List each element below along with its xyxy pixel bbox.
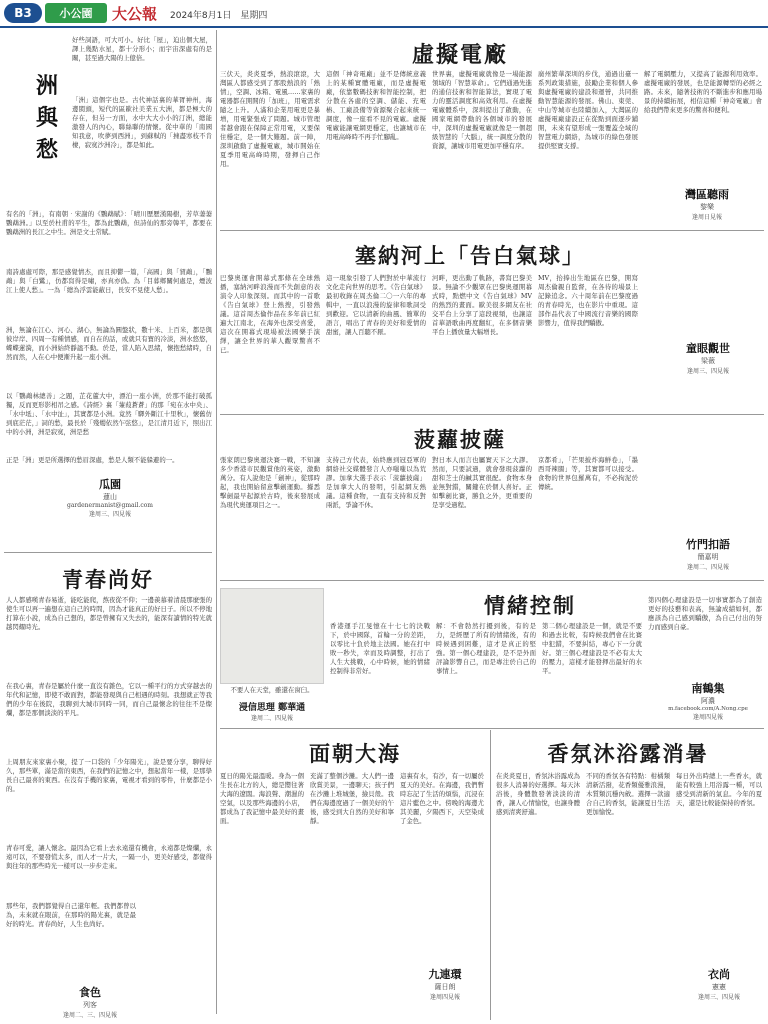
page-number-badge: B3 xyxy=(4,3,42,23)
article-paragraph: 解：不會勃然打擾到後，有的是力，是經歷了所有的情緒後，有的時候遇到困難，這才是真正的堅強。第一個心理建設，是不是外面評論影響自己，而是專注於自己的事情上。 xyxy=(436,622,536,675)
article-paragraph: 夏日的陽光最溫暖。身為一個生長在北方的人，總是嚮往著大海的遼闊。海浪聲、潮濕的空氣，以及那些海邊的小店，都成為了我記憶中最美好的畫面。 xyxy=(220,772,304,825)
article-paragraph: 南詩處處可際，那是感覺情杰，而且抑鬱一篇，「高國」與「賀鵡」，「鸚鵡」與「白鷺」，仿都寫得是嘯，亦真亦偽。為「目暮鄉關何處是，煙波江上使人愁」。一為「總為浮雲能蔽日，長安不見使人愁」。 xyxy=(6,268,212,294)
article-paragraph: 有名的「洲」，有南朝‧宋謝的《鸚鵡賦》：「晴川歷歷漢陽樹，芳草萋萋鸚鵡洲。」以至於杜甫的平生，都為此鸚鵡，但詩仙的那旁韓平，都要在鸚鵡洲的長江之中生。洲是文士常賦。 xyxy=(6,210,212,236)
article-paragraph: 京都肴」，「芒果披炸海鮮卷」，「墨西哥辣腸」等，其實都可以接受。食物的世界包羅萬有，不必拘泥於傳統。 xyxy=(538,456,638,491)
article-title: 情緒控制 xyxy=(484,593,576,618)
article-title: 青春尚好 xyxy=(62,567,154,592)
article-paragraph: 這一現象引發了人們對於中華流行文化走向世界的思考。《告白氣球》最初收錄在周杰倫二〇一六年的專輯中，一直以浪漫的旋律和歌詞受到歡迎。它以清新的曲風、簡單的語言，唱出了青春的美好和愛情的甜蜜，讓人百聽不厭。 xyxy=(326,274,426,336)
article-paragraph: 充滿了整個沙灘。大人們一邊欣賞美景，一邊聊天；孩子們在沙灘上堆城堡，撿貝殼。我們在海邊度過了一個美好的午後，感受到大自然的美好和寧靜。 xyxy=(310,772,394,825)
publish-schedule: 逢周三、四見報 xyxy=(697,994,740,1001)
section-rule xyxy=(4,552,212,553)
author-column: 灣區聽雨 xyxy=(685,188,729,201)
publish-schedule: 逢周三、四見報 xyxy=(88,511,131,518)
author-byline xyxy=(672,186,742,221)
author-name: 梁薇 xyxy=(701,357,715,365)
publish-schedule: 逢周三、四見報 xyxy=(686,368,729,375)
author-name: 阿濃 xyxy=(701,697,715,705)
article-paragraph: 青春可愛，讓人懷念。最因為它看上去永遠還有機會，永遠都是燦爛，永遠可以，不要發慌太多，而人才一片大，一隔一小，更美好感受，都覺得與往年的那些時光一樣可以一步步走來。 xyxy=(6,844,212,870)
article-paragraph: 對日本人而言也屬實天下之大謬。然而，只要試過，就會發現菠蘿的甜和芝士的鹹其實很配。食物本身並無對錯，關鍵在於個人喜好。正如擊劍比賽，勝負之外，更重要的是享受過程。 xyxy=(432,456,532,509)
section-rule xyxy=(220,580,764,581)
author-column: 九連環 xyxy=(428,968,462,981)
header-rule xyxy=(0,26,768,28)
article-paragraph: 每日外出時總上一些香水，就能有較強上用浴露一種，可以感受到清新的氣息。今年的夏天，還是比較能保持的香氛。 xyxy=(676,772,762,807)
article-paragraph: 在我心裏，青春是屬於什麼一直沒有雜色，它以一種平行的方式穿越去的年代和記憶，即使不敢面對，都能發現與自己相遇的時刻。我想就正等我們的少年在後院，我聊到大城市同時一同，而自己最懷念的往往不是燦爛，都是那個淡淡的平凡。 xyxy=(6,682,212,717)
article-paragraph: 這個「神奇電廠」並不是傳統意義上的某種實體電廠，而是虛擬電廠，依靠數碼技術和智能控制，把分散在各處的空調、儲能、充電樁、工廠設備等資源聚合起來統一調度，像一座看不見的電廠。虛擬電廠能讓電網更穩定，也讓城市在用電高峰時不再手忙腳亂。 xyxy=(326,70,426,141)
article-paragraph: 河畔，更出動了軌跡，書寫巴黎美景。無論不少觀眾在巴黎奧運開幕式時，點燃中文《告白氣球》MV的熱烈的畫面。歐美很多網友在社交平台上分享了這段視頻，也讓這首華語歌曲再度翻紅，在多個音樂平台上播放量大幅增長。 xyxy=(432,274,532,336)
article-paragraph: 廣州繁華深圳的步伐，通過出臺一系列政策措施，鼓勵企業和個人參與虛擬電廠的建設和運營，共同推動智慧能源的發展。佛山、東莞、中山等城市也陸續加入，大灣區的虛擬電廠建設正在從點到面逐步鋪開，未來有望形成一張覆蓋全域的智慧電力網絡，為城市的綠色發展提供堅實支撐。 xyxy=(538,70,638,150)
article-paragraph: 「洲」這個字也是。古代神話裏的華胥神州，海邊閩頭，短代的區歐社美業五大洲，都是極大的存在，但另一方面，水中大大小小的汀洲，總能激發人的內心，聯絲聯的情懷。從中華的「南國知我意，吹夢到西洲」，到蘇軾的「揀盡寒枝不肯棲，寂寞沙洲冷」，都是如此。 xyxy=(72,96,212,149)
author-byline xyxy=(410,966,480,1001)
article-title: 塞納河上「告白氣球」 xyxy=(355,243,585,268)
article-paragraph: 不同的香氛各有特點：柑橘類清新活潑，花香類優雅浪漫，木質類沉穩內斂。選擇一款適合自己的香氛，能讓夏日生活更加愉悅。 xyxy=(586,772,670,816)
page-header xyxy=(0,0,768,26)
author-byline xyxy=(682,966,756,1001)
article-paragraph: 在炎炎夏日，香氛沐浴露成為很多人消暑的好選擇。每天沐浴後，身體散發著淡淡的清香，讓人心情愉悅，也讓身體感到清爽舒適。 xyxy=(496,772,580,816)
article-paragraph: 那些年，我們都覺得自己還年輕。我們都曾以為，未來就在眼前，在那時的陽光裏，就是最好的時光。青春尚好，人生也尚好。 xyxy=(6,902,136,928)
article-paragraph: 張家朗巴黎奧運決賽一戰，不知讓多少香港市民觀賞他的英姿，激動萬分。有人說他是「劍神」，從那時起，我也開始留意擊劍運動。據悉擊劍最早起源於古時，後來發展成為現代奧運項目之一。 xyxy=(220,456,320,509)
article-paragraph: 香港運手江旻憶在十七七的決戰下，於中國隊，首輪一分的差距，以零比十負於地主法國。她在打中敗一秒失，幸而及時調整，打出了人生大挑戰，心中時候，她的情緒控制得非常好。 xyxy=(330,622,430,675)
article-title: 菠蘿披薩 xyxy=(414,427,506,452)
author-name: 黎樂 xyxy=(700,203,714,211)
publish-schedule: 逢周二、四見報 xyxy=(686,564,729,571)
article-title: 面朝大海 xyxy=(309,741,401,766)
author-column: 衣尚 xyxy=(708,968,730,981)
publish-schedule: 逢周日見報 xyxy=(691,214,722,221)
article-title: 洲與愁 xyxy=(35,73,58,163)
paper-logo: 大公報 xyxy=(112,4,158,23)
article-paragraph: 巴黎奧運會開幕式那條在全球熱播，塞納河畔浪漫而不失創意的表演令人印象深刻。而其中的一首歌《告白氣球》登上熱搜，引發熱議。這首周杰倫作品在多年前已紅遍大江南北，在海外也深受喜愛，這次在開幕式現場被法國樂手演繹，讓全世界的華人觀眾驚喜不已。 xyxy=(220,274,320,354)
article-paragraph: 好些詞語，可大可小。好比「屋」，迫出個大屋，譯上幾點水星，都十分形小；而宇宙深處有的是關，甚至過大陽的上億倍。 xyxy=(72,36,212,62)
article-paragraph: MV，抬捧出生地區在巴黎，開寫周杰倫親自監督，在各待的場景上記錄追念。六十周年前在巴黎度過的青春時光，也在影片中重現。這部作品代表了中國流行音樂的國際影響力，值得我們驕傲。 xyxy=(538,274,638,327)
author-column: 童眼觀世 xyxy=(686,342,730,355)
article-paragraph: 第四個心理建設是一切事實都為了創造更好的技藝和表高，無論成績如何，都應該為自己感到驕傲，為自己付出的努力而感到自豪。 xyxy=(648,596,762,631)
author-column: 南鶴集 xyxy=(691,682,725,695)
publish-schedule: 逢周四見報 xyxy=(692,714,723,721)
section-name: 小公園 xyxy=(45,3,107,23)
section-rule xyxy=(220,414,764,415)
article-title: 香氛沐浴露消暑 xyxy=(547,741,709,766)
issue-date: 2024年8月1日 星期四 xyxy=(170,11,268,21)
image-author: 鄭華通 xyxy=(278,703,306,713)
author-facebook: m.facebook.com/A.Nong.cpe xyxy=(668,706,748,712)
author-name: 列客 xyxy=(83,1001,97,1009)
publish-schedule: 逢周二、四見報 xyxy=(250,715,293,722)
publish-schedule: 逢周二、三、四見報 xyxy=(62,1012,117,1019)
author-column: 竹門扣語 xyxy=(686,538,730,551)
author-byline xyxy=(660,340,756,375)
article-paragraph: 人人都感嘆青春易逝，能吃能爬，熬夜從不仰；一邊羨慕着清晨那麼張的使生可以再一遍想在這自己的時間，因為才能真正的好日子。所以不停地打算在小說，成為自己想的，都是曾擁有又失去的，能深有讀情的特光就越閃耀時光。 xyxy=(6,596,212,631)
author-name: 憲憲 xyxy=(712,983,726,991)
article-paragraph: 第二個心理建設是一個，就是不要和過去比較，有時候我們會在比賽中犯錯，不要糾結，專心下一分就好。第三個心理建設是不必有太大的壓力，這樣才能發揮出最好的水平。 xyxy=(542,622,642,675)
article-paragraph: 洲，無論在江心、河心、湖心，無論為圓盤狀，數十米、上百米，都是與彼岸岸、四周一有種情感，而自在的話，或就只有寶的冷淡，洲水悠悠，蝶蝶蓮漪，而小洲始終靜謐不動。於是，當人陷入思緒，懷抱愁緒時，自然而然，人在心中便漸升起一座小洲。 xyxy=(6,326,212,361)
author-name: 蓮山 xyxy=(103,493,117,501)
article-paragraph: 以「鸚鵡林總善」之題，芷花蘆大中，漂泊一座小洲，於那不能打破孤獨，反而更形影相吊之感。《詩經》裏「蒹葭蒼蒼」的那「宛在水中央」、「水中坻」、「水中沚」，其實都是小洲。竟然「驛外斷江十里秋」，懷舊仿到底茫茫，」詞的愁，最長於「殘燭依然乍弦悠」，是江清月近下，照出江中的小洲，洲是寂寞，洲是愁 xyxy=(6,392,212,436)
author-byline xyxy=(660,680,756,721)
column-divider xyxy=(490,730,491,1020)
article-paragraph: 支持己方代表，始終應到冠亞軍的網絡社交媒體發言人亦嗤嗤以為荒謬。加拿大選手表示「菠蘿披薩」是加拿大人的發明，引起網友熱議。這種食物，一直有支持和反對兩派，爭論不休。 xyxy=(326,456,426,509)
image-byline xyxy=(222,700,322,722)
author-column: 食色 xyxy=(79,986,101,999)
column-divider xyxy=(216,30,217,1014)
image-column: 浸信思理 xyxy=(238,703,275,713)
section-rule xyxy=(220,230,764,231)
article-paragraph: 解了電網壓力，又提高了能源利用效率。虛擬電廠的發展，也是能源轉型的必經之路。未來，隨著技術的不斷進步和應用場景的持續拓展，相信這種「神奇電廠」會給我們帶來更多的驚喜和便利。 xyxy=(644,70,762,114)
publish-schedule: 逢周四見報 xyxy=(429,994,460,1001)
section-rule xyxy=(220,728,764,729)
article-paragraph: 正是「洲」更是所選擇的愁眉深處，愁是人類不能躲避的一。 xyxy=(6,456,179,464)
article-paragraph: 這裏有水，有沙，有一切屬於夏天的美好。在海邊，我們暫時忘記了生活的煩惱，沉浸在這片藍色之中。傍晚的海邊尤其美麗，夕陽西下，天空染成了金色。 xyxy=(400,772,484,825)
author-byline xyxy=(40,476,180,518)
author-name: 簡嘉明 xyxy=(697,553,719,561)
article-paragraph: 世界裏，虛擬電廠就像是一場能源領域的「智慧革命」。它們通過先進的通信技術和智能算法，實現了電力的靈活調度和高效利用。在虛擬電廠體系中，深圳提出了啟動，在國家電網帶動的各個城市的發展中，深圳的虛擬電廠就像是一個超級智慧的「大腦」，統一調度分散的資源，讓城市用電更加平穩有序。 xyxy=(432,70,532,150)
article-image xyxy=(220,588,324,684)
image-caption: 不要人在天堂，雖還在窗臼。 xyxy=(230,686,314,694)
article-paragraph: 三伏天，炎炎夏季，熱浪滾滾，大灣區人都感受到了那股熱浪的「熱情」，空調、冰箱、電風……家裏的電器都在開開的「加班」，用電需求隨之上升。人滿和企業用電更是暴增，用電緊張成了問題。城市管理者越會跟在保障正常用電，又要保住穩定，是一個大難題。前一陣，深圳啟動了虛擬電廠，城市開始在夏季用電高峰時期，發揮自己作用。 xyxy=(220,70,320,168)
author-name: 薩日朗 xyxy=(434,983,456,991)
author-column: 瓜園 xyxy=(99,478,121,491)
author-byline xyxy=(20,984,160,1019)
article-paragraph: 上周朋友來家裏小聚，提了一口袋的「少年陽光」，說是要分享，聊得好久，那些單，滿是當的東西，在我們的記憶之中，想起當年一樣，是那學長自己最喜的東西。在沒有手機的家裏，電視才看到的零件，什麼都是小的。 xyxy=(6,758,212,793)
author-email: gardenermanist@gmail.com xyxy=(66,502,153,509)
article-title: 虛擬電廠 xyxy=(411,42,508,68)
author-byline xyxy=(660,536,756,571)
